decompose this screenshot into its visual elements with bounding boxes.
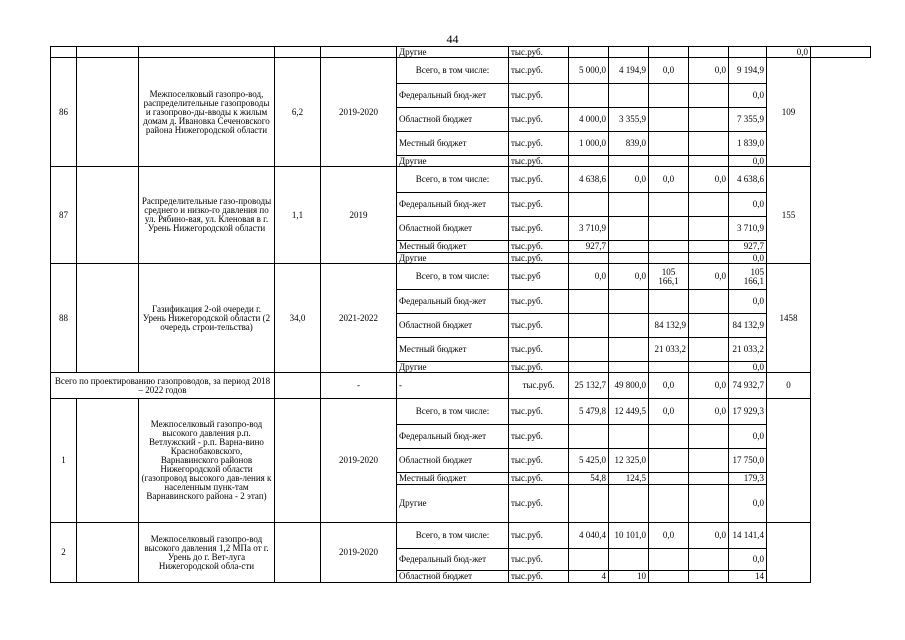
table-cell: Областной бюджет	[397, 449, 509, 473]
table-cell: 105 166,1	[729, 264, 767, 290]
table-cell: 54,8	[569, 473, 609, 485]
table-cell: 6,2	[275, 58, 321, 167]
table-cell: тыс.руб.	[509, 167, 569, 193]
table-cell	[649, 217, 689, 241]
table-cell: 88	[51, 264, 77, 373]
table-cell	[649, 84, 689, 108]
table-cell: 0,0	[689, 167, 729, 193]
table-cell: 839,0	[609, 132, 649, 156]
table-cell: 0,0	[689, 523, 729, 549]
table-cell: 17 929,3	[729, 399, 767, 425]
table-cell: 0,0	[729, 253, 767, 264]
table-cell: тыс.руб.	[509, 253, 569, 264]
table-cell	[609, 549, 649, 571]
table-cell	[689, 253, 729, 264]
table-cell: тыс.руб.	[509, 58, 569, 84]
table-cell: 4 638,6	[569, 167, 609, 193]
table-cell: тыс.руб.	[509, 523, 569, 549]
table-cell	[689, 338, 729, 362]
table-cell	[649, 290, 689, 314]
table-cell: 12 449,5	[609, 399, 649, 425]
page-number: 44	[446, 32, 459, 46]
table-row	[51, 523, 871, 549]
table-cell	[689, 132, 729, 156]
table-cell	[77, 264, 139, 373]
table-cell: 0	[767, 373, 811, 399]
table-cell	[569, 338, 609, 362]
table-cell: Всего, в том числе:	[397, 58, 509, 84]
table-cell: 2	[51, 523, 77, 583]
table-cell: 84 132,9	[649, 314, 689, 338]
table-cell: 4 194,9	[609, 58, 649, 84]
table-cell: 124,5	[609, 473, 649, 485]
table-cell: 1458	[767, 264, 811, 373]
table-cell	[275, 47, 321, 58]
table-cell	[689, 156, 729, 167]
table-cell: Межпоселковый газопро-вод, распределительные газопроводы и газопрово-ды-вводы к жилым домам д. Ивановка Сеченовского района Нижегородской области	[139, 58, 275, 167]
table-cell	[649, 571, 689, 583]
table-row	[51, 58, 871, 84]
table-cell	[649, 253, 689, 264]
table-cell	[609, 241, 649, 253]
table-cell	[609, 362, 649, 373]
table-cell	[569, 362, 609, 373]
table-row	[51, 47, 871, 58]
table-cell: тыс.руб.	[509, 549, 569, 571]
table-cell	[77, 47, 139, 58]
table-cell: Федеральный бюд-жет	[397, 193, 509, 217]
table-cell: 14	[729, 571, 767, 583]
table-cell: 25 132,7	[569, 373, 609, 399]
table-cell	[689, 473, 729, 485]
table-cell	[649, 47, 689, 58]
table-cell: 0,0	[729, 485, 767, 523]
table-cell: Федеральный бюд-жет	[397, 425, 509, 449]
table-cell: Федеральный бюд-жет	[397, 549, 509, 571]
table-cell: 4 638,6	[729, 167, 767, 193]
table-cell: Распределительные газо-проводы среднего и низко-го давления по ул. Рябино-вая, ул. Кленовая в г. Урень Нижегородской области	[139, 167, 275, 264]
table-cell: 0,0	[729, 362, 767, 373]
table-cell	[609, 485, 649, 523]
table-cell	[569, 47, 609, 58]
table-cell: 86	[51, 58, 77, 167]
table-cell: Областной бюджет	[397, 314, 509, 338]
table-cell: тыс.руб.	[509, 290, 569, 314]
table-cell: 927,7	[729, 241, 767, 253]
table-cell	[649, 362, 689, 373]
table-cell: 4 040,4	[569, 523, 609, 549]
table-cell	[609, 156, 649, 167]
table-cell: 0,0	[767, 47, 811, 58]
table-cell: Местный бюджет	[397, 338, 509, 362]
table-cell: тыс.руб.	[509, 156, 569, 167]
table-cell	[767, 399, 811, 523]
table-cell: тыс.руб.	[509, 217, 569, 241]
table-cell: 0,0	[689, 373, 729, 399]
table-cell: 1 839,0	[729, 132, 767, 156]
table-cell	[689, 485, 729, 523]
table-cell	[609, 84, 649, 108]
table-cell	[569, 425, 609, 449]
table-cell	[689, 84, 729, 108]
table-cell: 0,0	[729, 84, 767, 108]
table-cell	[77, 399, 139, 523]
table-cell	[811, 47, 871, 58]
table-cell	[569, 485, 609, 523]
table-cell	[569, 314, 609, 338]
table-cell	[649, 449, 689, 473]
table-cell: 0,0	[609, 167, 649, 193]
table-cell	[649, 425, 689, 449]
table-cell: Местный бюджет	[397, 473, 509, 485]
table-cell	[609, 47, 649, 58]
table-cell: Всего, в том числе:	[397, 167, 509, 193]
table-cell: 0,0	[729, 156, 767, 167]
table-cell: Всего, в том числе:	[397, 264, 509, 290]
table-cell	[77, 523, 139, 583]
table-cell: 0,0	[729, 549, 767, 571]
table-cell	[139, 47, 275, 58]
table-cell: 17 750,0	[729, 449, 767, 473]
table-cell: 2021-2022	[321, 264, 397, 373]
table-cell	[689, 193, 729, 217]
table-cell: Федеральный бюд-жет	[397, 290, 509, 314]
table-cell: Другие	[397, 156, 509, 167]
table-cell: 87	[51, 167, 77, 264]
table-cell: 14 141,4	[729, 523, 767, 549]
table-cell: Другие	[397, 362, 509, 373]
table-cell	[689, 108, 729, 132]
table-body	[51, 47, 871, 583]
funding-table	[50, 46, 871, 583]
table-cell: 0,0	[609, 264, 649, 290]
table-cell: Другие	[397, 253, 509, 264]
table-cell: 927,7	[569, 241, 609, 253]
table-cell: тыс.руб	[509, 264, 569, 290]
table-cell: тыс.руб.	[509, 47, 569, 58]
table-cell: тыс.руб.	[509, 485, 569, 523]
table-cell	[609, 193, 649, 217]
table-cell: 5 425,0	[569, 449, 609, 473]
table-cell: 0,0	[689, 58, 729, 84]
table-cell: 1	[51, 399, 77, 523]
table-row	[51, 167, 871, 193]
table-cell: 109	[767, 58, 811, 167]
table-cell: 49 800,0	[609, 373, 649, 399]
table-cell	[689, 290, 729, 314]
table-cell: тыс.руб.	[509, 193, 569, 217]
table-cell: Местный бюджет	[397, 132, 509, 156]
table-cell	[649, 241, 689, 253]
table-cell	[689, 241, 729, 253]
table-cell	[569, 84, 609, 108]
table-cell: тыс.руб.	[509, 241, 569, 253]
table-cell	[649, 108, 689, 132]
table-cell: 21 033,2	[729, 338, 767, 362]
table-cell: Всего, в том числе:	[397, 523, 509, 549]
table-cell	[609, 217, 649, 241]
table-cell	[569, 156, 609, 167]
table-cell: 0,0	[689, 399, 729, 425]
table-cell: -	[321, 373, 397, 399]
table-cell: 10 101,0	[609, 523, 649, 549]
table-cell: 10	[609, 571, 649, 583]
table-cell: 5 479,8	[569, 399, 609, 425]
table-cell: 2019-2020	[321, 58, 397, 167]
table-cell: 1 000,0	[569, 132, 609, 156]
table-cell	[689, 217, 729, 241]
table-cell: тыс.руб.	[509, 473, 569, 485]
table-cell: Газификация 2-ой очереди г. Урень Нижегородской области (2 очередь строи-тельства)	[139, 264, 275, 373]
table-cell: 0,0	[689, 264, 729, 290]
table-cell: Межпоселковый газопро-вод высокого давления 1,2 МПа от г. Урень до г. Вет-луга Нижегородской обла-сти	[139, 523, 275, 583]
table-cell: тыс.руб.	[509, 132, 569, 156]
table-cell: 21 033,2	[649, 338, 689, 362]
table-cell	[77, 167, 139, 264]
table-cell	[569, 253, 609, 264]
table-cell: 0,0	[729, 290, 767, 314]
table-cell: 0,0	[649, 373, 689, 399]
table-cell: 155	[767, 167, 811, 264]
table-cell	[51, 47, 77, 58]
table-cell: 0,0	[569, 264, 609, 290]
table-cell: Областной бюджет	[397, 217, 509, 241]
table-cell	[689, 47, 729, 58]
table-cell: тыс.руб.	[509, 449, 569, 473]
table-cell: Местный бюджет	[397, 241, 509, 253]
table-cell	[275, 523, 321, 583]
table-cell: 0,0	[729, 425, 767, 449]
table-cell: 0,0	[649, 167, 689, 193]
table-cell: -	[397, 373, 509, 399]
table-cell: 84 132,9	[729, 314, 767, 338]
table-cell: Другие	[397, 485, 509, 523]
table-cell	[569, 193, 609, 217]
table-cell	[569, 290, 609, 314]
table-cell: тыс.руб.	[509, 362, 569, 373]
table-cell: тыс.руб.	[509, 399, 569, 425]
table-cell: 0,0	[729, 193, 767, 217]
table-cell: 105 166,1	[649, 264, 689, 290]
table-cell	[275, 373, 321, 399]
table-cell	[321, 47, 397, 58]
table-cell: Областной бюджет	[397, 571, 509, 583]
table-cell	[609, 314, 649, 338]
table-row	[51, 264, 871, 290]
table-cell	[275, 399, 321, 523]
table-cell: тыс.руб.	[509, 108, 569, 132]
table-cell: 2019	[321, 167, 397, 264]
table-cell	[649, 132, 689, 156]
table-cell: Межпоселковый газопро-вод высокого давления р.п. Ветлужский - р.п. Варна-вино Краснобаковского, Варнавинского районов Нижегородской области (газопровод высокого дав-ления к населенным пунк-там Варнавинского района - 2 этап)	[139, 399, 275, 523]
table-cell	[649, 549, 689, 571]
table-cell	[609, 253, 649, 264]
table-cell	[649, 156, 689, 167]
table-row	[51, 399, 871, 425]
table-cell	[609, 338, 649, 362]
table-row	[51, 373, 871, 399]
table-cell: 7 355,9	[729, 108, 767, 132]
table-cell: Областной бюджет	[397, 108, 509, 132]
table-cell: 34,0	[275, 264, 321, 373]
table-cell: 179,3	[729, 473, 767, 485]
table-cell: 0,0	[649, 399, 689, 425]
table-cell: 1,1	[275, 167, 321, 264]
table-cell	[609, 290, 649, 314]
table-cell	[609, 425, 649, 449]
table-cell: 3 355,9	[609, 108, 649, 132]
table-cell	[689, 425, 729, 449]
table-cell: 5 000,0	[569, 58, 609, 84]
table-cell: тыс.руб.	[509, 84, 569, 108]
table-cell	[649, 193, 689, 217]
table-cell: тыс.руб.	[509, 373, 569, 399]
table-cell: Всего по проектированию газопроводов, за период 2018 – 2022 годов	[51, 373, 275, 399]
table-cell: Федеральный бюд-жет	[397, 84, 509, 108]
table-cell: 2019-2020	[321, 399, 397, 523]
table-cell: Всего, в том числе:	[397, 399, 509, 425]
table-cell: 3 710,9	[729, 217, 767, 241]
table-cell: тыс.руб.	[509, 425, 569, 449]
table-cell: тыс.руб.	[509, 571, 569, 583]
table-cell: 12 325,0	[609, 449, 649, 473]
table-cell: 3 710,9	[569, 217, 609, 241]
table-cell	[649, 473, 689, 485]
table-cell	[689, 549, 729, 571]
table-cell: 74 932,7	[729, 373, 767, 399]
table-cell	[649, 485, 689, 523]
table-cell	[767, 523, 811, 583]
table-cell	[77, 58, 139, 167]
table-cell	[729, 47, 767, 58]
table-cell: 2019-2020	[321, 523, 397, 583]
table-cell	[689, 571, 729, 583]
table-cell: тыс.руб.	[509, 314, 569, 338]
table-cell	[689, 362, 729, 373]
table-cell	[569, 549, 609, 571]
table-cell: 0,0	[649, 58, 689, 84]
table-cell: 9 194,9	[729, 58, 767, 84]
table-cell	[689, 449, 729, 473]
table-cell	[689, 314, 729, 338]
table-cell: 0,0	[649, 523, 689, 549]
table-cell: 4	[569, 571, 609, 583]
table-cell: 4 000,0	[569, 108, 609, 132]
table-cell: тыс.руб.	[509, 338, 569, 362]
table-cell: Другие	[397, 47, 509, 58]
